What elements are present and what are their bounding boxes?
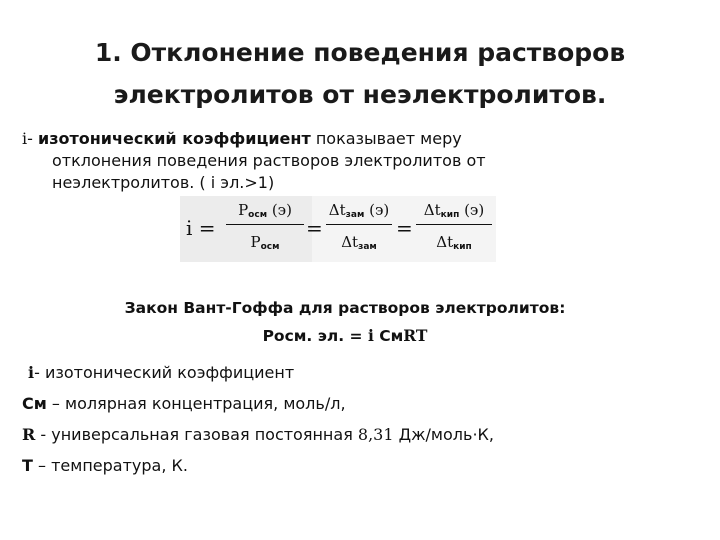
fraction-2-numerator <box>326 199 392 221</box>
slide-title <box>0 32 720 116</box>
f2-num-argument: (э) <box>364 201 390 219</box>
fraction-1-numerator <box>226 199 304 221</box>
vant-hoff-law <box>0 294 690 350</box>
fraction-3-bar <box>416 224 492 225</box>
fraction-1-bar <box>226 224 304 225</box>
law-eq-pressure: Росм. эл. <box>262 327 345 345</box>
law-heading-text: Закон Вант-Гоффа для растворов электролитов <box>124 299 560 317</box>
law-eq-cm: См <box>373 327 404 345</box>
f3-num-subscript: кип <box>440 210 460 220</box>
formula-equals-2: = <box>396 216 413 240</box>
definition-paragraph <box>22 128 622 194</box>
f1-den-subscript: осм <box>260 242 280 252</box>
legend-item-i <box>22 357 494 388</box>
formula-equals-1: = <box>306 216 323 240</box>
f3-den-symbol: Δt <box>436 233 454 251</box>
definition-term: изотонический коэффициент <box>37 129 311 148</box>
f3-num-symbol: Δt <box>423 201 441 219</box>
fraction-1-denominator <box>226 231 304 253</box>
legend-symbol-t: Т <box>22 456 33 475</box>
definition-line-2: отклонения поведения растворов электролитов от <box>52 151 486 170</box>
fraction-2-denominator <box>326 231 392 253</box>
f1-den-symbol: P <box>250 233 261 251</box>
f1-num-symbol: P <box>238 201 249 219</box>
legend-item-t <box>22 450 494 481</box>
fraction-osmotic-pressure <box>226 199 304 253</box>
slide-title-line-2: электролитов от неэлектролитов. <box>113 80 607 109</box>
f1-num-argument: (э) <box>267 201 292 219</box>
legend-text-t: – температура, К. <box>32 456 188 475</box>
legend-text-i: - изотонический коэффициент <box>34 363 295 382</box>
fraction-3-denominator <box>416 231 492 253</box>
fraction-2-bar <box>326 224 392 225</box>
fraction-freezing-point <box>326 199 392 253</box>
fraction-boiling-point <box>416 199 492 253</box>
legend-value-r: 8,31 <box>357 425 394 444</box>
legend-item-r <box>22 419 494 450</box>
legend-item-cm <box>22 388 494 419</box>
law-heading <box>0 294 690 322</box>
slide-title-line-1: 1. Отклонение поведения растворов <box>94 38 626 67</box>
f2-num-subscript: зам <box>345 210 365 220</box>
f2-den-symbol: Δt <box>341 233 359 251</box>
legend-symbol-r: R <box>22 425 36 444</box>
f1-num-subscript: осм <box>248 210 268 220</box>
variable-legend <box>22 357 494 481</box>
f3-num-argument: (э) <box>459 201 485 219</box>
law-heading-colon: : <box>559 299 566 317</box>
law-eq-equals: = <box>344 327 368 345</box>
definition-text-1: показывает меру <box>310 129 462 148</box>
legend-symbol-cm: См <box>22 394 47 413</box>
formula-lhs: i = <box>186 216 216 240</box>
legend-text-r-b: Дж/моль·К, <box>393 425 494 444</box>
legend-symbol-i: i <box>28 363 35 382</box>
definition-line-1 <box>22 128 622 150</box>
legend-text-cm: – молярная концентрация, моль/л, <box>46 394 346 413</box>
definition-symbol: i <box>22 129 28 148</box>
f3-den-subscript: кип <box>453 242 472 252</box>
definition-dash: - <box>27 129 38 148</box>
fraction-3-numerator <box>416 199 492 221</box>
f2-den-subscript: зам <box>358 242 377 252</box>
law-equation <box>0 322 690 350</box>
f2-num-symbol: Δt <box>328 201 346 219</box>
legend-text-r-a: - универсальная газовая постоянная <box>35 425 358 444</box>
law-eq-rt: RT <box>403 326 428 345</box>
definition-line-3: неэлектролитов. ( i эл.>1) <box>52 173 275 192</box>
law-eq-i: i <box>367 326 374 345</box>
